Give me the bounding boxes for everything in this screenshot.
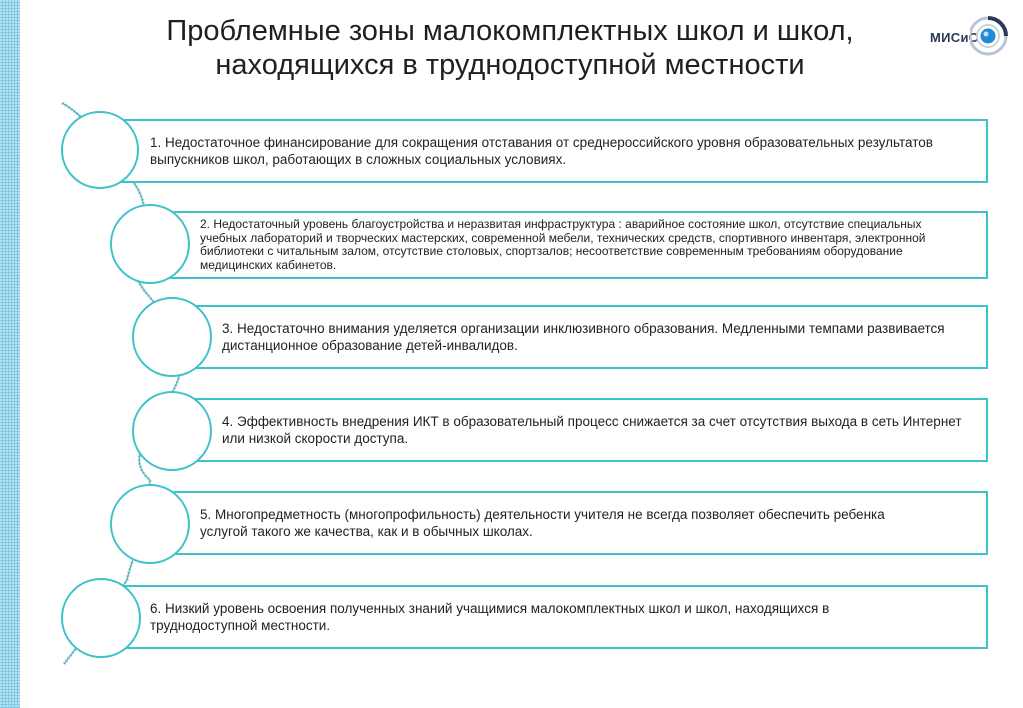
- list-item-5: [150, 491, 988, 555]
- list-item-4-circle: [132, 391, 212, 471]
- item-text-6: 6. Низкий уровень освоения полученных знаний учащимися малокомплектных школ и школ, находящихся в труднодоступной местности.: [150, 601, 830, 633]
- logo-text: МИСиС: [930, 30, 979, 45]
- list-item-4: [172, 398, 988, 462]
- page-title-line-2: находящихся в труднодоступной местности: [215, 49, 805, 81]
- list-item-3: [172, 305, 988, 369]
- item-text-5: 5. Многопредметность (многопрофильность) деятельности учителя не всегда позволяет обеспечить ребенка услугой такого же качества, как и в обычных школах.: [200, 507, 885, 539]
- list-item-2-circle: [110, 204, 190, 284]
- list-item-1-circle: [61, 111, 139, 189]
- item-text-3: 3. Недостаточно внимания уделяется организации инклюзивного образования. Медленными темпами развивается дистанционное образование детей-инвалидов.: [222, 321, 945, 353]
- list-item-6: [100, 585, 988, 649]
- item-text-1: 1. Недостаточное финансирование для сокращения отставания от среднероссийского уровня образовательных результатов выпускников школ, работающих в сложных социальных условиях.: [150, 135, 933, 167]
- item-text-4: 4. Эффективность внедрения ИКТ в образовательный процесс снижается за счет отсутствия выхода в сеть Интернет или низкой скорости доступа.: [222, 414, 962, 446]
- list-item-1: [100, 119, 988, 183]
- list-item-6-circle: [61, 578, 141, 658]
- list-item-2: [150, 211, 988, 279]
- list-item-5-circle: [110, 484, 190, 564]
- item-text-2: 2. Недостаточный уровень благоустройства и неразвитая инфраструктура : аварийное состояние школ, отсутствие специальных учебных лабораторий и творческих мастерских, современной мебели, технических средств, спортивного инвентаря, электронной библиотеки с читальным залом, отсутствие столовых, спортзалов; несоответствие современным требованиям оборудование медицинских кабинетов.: [200, 217, 926, 272]
- list-item-3-circle: [132, 297, 212, 377]
- page-title-line-1: Проблемные зоны малокомплектных школ и школ,: [166, 15, 854, 47]
